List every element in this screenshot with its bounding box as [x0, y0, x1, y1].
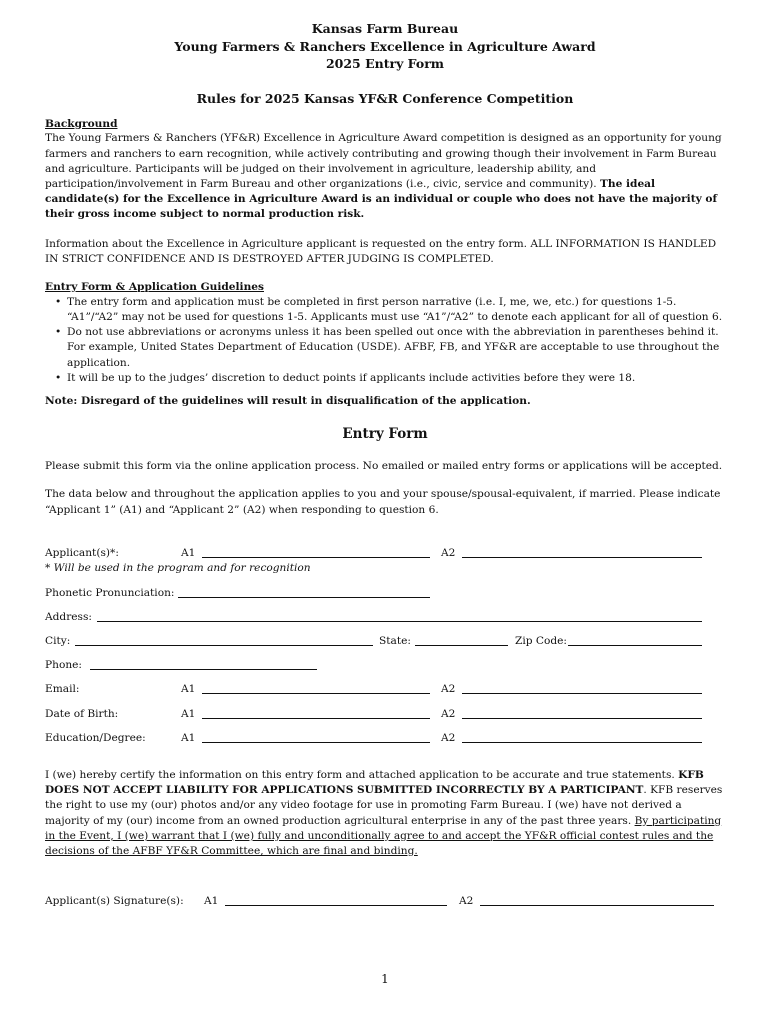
- state-label: State:: [379, 635, 411, 647]
- form-title: 2025 Entry Form: [325, 56, 445, 71]
- email-a1-label: A1: [181, 683, 196, 695]
- applicants-a2-label: A2: [441, 547, 456, 559]
- signature-a2-label: A2: [459, 895, 474, 907]
- phone-field[interactable]: [90, 669, 317, 670]
- zip-field[interactable]: [568, 645, 702, 646]
- document-page: [45, 20, 725, 518]
- dob-a2-field[interactable]: [462, 718, 702, 719]
- dob-a1-label: A1: [181, 708, 196, 720]
- phonetic-field[interactable]: [178, 597, 430, 598]
- background-heading: Background: [45, 117, 118, 130]
- background-text: [45, 131, 725, 222]
- email-label: Email:: [45, 683, 80, 695]
- guidelines-heading: Entry Form & Application Guidelines: [45, 280, 264, 293]
- guidelines-section: [45, 280, 725, 409]
- edu-label: Education/Degree:: [45, 732, 146, 744]
- data-note: The data below and throughout the application applies to you and your spouse/spousal-equivalent, if married. Please indicate “Applicant 1” (A1) and “Applicant 2” (A2) when responding to question 6.: [45, 488, 721, 516]
- certification-section: [45, 768, 725, 859]
- dob-a2-label: A2: [441, 708, 456, 720]
- entry-form-title: Entry Form: [342, 426, 428, 443]
- signature-a1-label: A1: [204, 895, 219, 907]
- edu-a2-label: A2: [441, 732, 456, 744]
- guidelines-note: Note: Disregard of the guidelines will result in disqualification of the application.: [45, 394, 531, 407]
- applicants-label: Applicant(s)*:: [45, 547, 119, 559]
- applicants-a1-label: A1: [181, 547, 196, 559]
- city-label: City:: [45, 635, 71, 647]
- background-bold: The ideal candidate(s) for the Excellence in Agriculture Award is an individual or couple who does not have the majority of their gross income subject to normal production risk.: [45, 177, 718, 221]
- applicants-a1-field[interactable]: [202, 557, 430, 558]
- page-number: 1: [381, 972, 389, 986]
- submit-note: Please submit this form via the online application process. No emailed or mailed entry forms or applications will be accepted.: [45, 460, 723, 473]
- email-a1-field[interactable]: [202, 693, 430, 694]
- applicants-a2-field[interactable]: [462, 557, 702, 558]
- dob-a1-field[interactable]: [202, 718, 430, 719]
- signature-a2-field[interactable]: [480, 905, 714, 906]
- background-section: [45, 117, 725, 267]
- signature-a1-field[interactable]: [225, 905, 447, 906]
- signature-label: Applicant(s) Signature(s):: [45, 895, 184, 907]
- info-text: Information about the Excellence in Agriculture applicant is requested on the entry form. ALL INFORMATION IS HANDLED IN STRICT CONFIDENCE AND IS DESTROYED AFTER JUDGING IS COMPLETED.: [45, 237, 717, 265]
- rules-title: Rules for 2025 Kansas YF&R Conference Competition: [196, 90, 574, 106]
- applicants-note: * Will be used in the program and for recognition: [45, 562, 311, 574]
- award-title: Young Farmers & Ranchers Excellence in Agriculture Award: [174, 38, 596, 54]
- guidelines-list: [45, 295, 725, 386]
- edu-a2-field[interactable]: [462, 742, 702, 743]
- dob-label: Date of Birth:: [45, 708, 119, 720]
- certification-part2: . KFB reserves the right to use my (our) photos and/or any video footage for use in promoting Farm Bureau. I (we) have not derived a majority of my (our) income from an owned production agricultural enterprise in any of the past three years.: [45, 784, 723, 827]
- email-a2-label: A2: [441, 683, 456, 695]
- address-label: Address:: [45, 611, 92, 623]
- background-plain: The Young Farmers & Ranchers (YF&R) Excellence in Agriculture Award competition is designed as an opportunity for young farmers and ranchers to earn recognition, while actively contributing and growing though their involvement in Farm Bureau and agriculture. Participants will be judged on their involvement in agriculture, leadership ability, and participation/involvement in Farm Bureau and other organizations (i.e., civic, service and community).: [45, 132, 722, 190]
- guideline-item: • Do not use abbreviations or acronyms unless it has been spelled out once with the abbreviation in parentheses behind it. For example, United States Department of Education (USDE). AFBF, FB, and YF&R are acceptable to use throughout the application.: [67, 325, 725, 371]
- edu-a1-field[interactable]: [202, 742, 430, 743]
- edu-a1-label: A1: [181, 732, 196, 744]
- address-field[interactable]: [97, 621, 702, 622]
- certification-text: [45, 768, 725, 859]
- certification-underlined: By participating in the Event, I (we) warrant that I (we) fully and unconditionally agree to and accept the YF&R official contest rules and the decisions of the AFBF YF&R Committee, which are final and binding.: [45, 814, 722, 858]
- city-field[interactable]: [75, 645, 373, 646]
- guideline-item: • It will be up to the judges’ discretion to deduct points if applicants include activities before they were 18.: [67, 371, 725, 386]
- phone-label: Phone:: [45, 659, 82, 671]
- guideline-item: • The entry form and application must be completed in first person narrative (i.e. I, me, we, etc.) for questions 1-5. “A1”/“A2” may not be used for questions 1-5. Applicants must use “A1”/“A2” to denote each applicant for all of question 6.: [67, 295, 725, 325]
- certification-bold: KFB DOES NOT ACCEPT LIABILITY FOR APPLICATIONS SUBMITTED INCORRECTLY BY A PARTICIPANT: [45, 769, 704, 797]
- org-title: Kansas Farm Bureau: [311, 21, 459, 36]
- state-field[interactable]: [415, 645, 508, 646]
- phonetic-label: Phonetic Pronunciation:: [45, 587, 175, 599]
- zip-label: Zip Code:: [515, 635, 568, 647]
- email-a2-field[interactable]: [462, 693, 702, 694]
- certification-part1: I (we) hereby certify the information on this entry form and attached application to be accurate and true statements.: [45, 769, 675, 781]
